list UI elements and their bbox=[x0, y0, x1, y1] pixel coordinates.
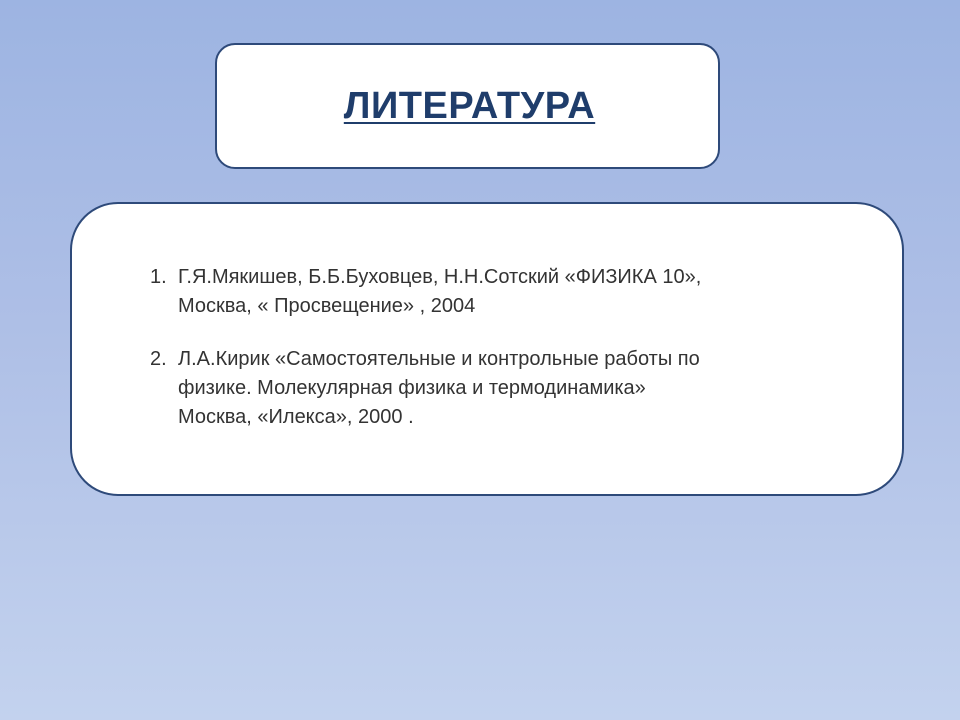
reference-line: Москва, « Просвещение» , 2004 bbox=[178, 295, 476, 317]
reference-line: физике. Молекулярная физика и термодинамика» bbox=[178, 377, 646, 399]
title-box bbox=[215, 43, 720, 169]
page-title: ЛИТЕРАТУРА bbox=[343, 84, 596, 127]
references-box bbox=[70, 202, 904, 496]
reference-line: Москва, «Илекса», 2000 . bbox=[178, 406, 414, 428]
reference-text bbox=[178, 263, 701, 321]
reference-item-2 bbox=[150, 345, 850, 432]
reference-number: 2. bbox=[150, 348, 167, 370]
reference-line: Г.Я.Мякишев, Б.Б.Буховцев, Н.Н.Сотский «ФИЗИКА 10», bbox=[178, 266, 702, 288]
reference-list bbox=[150, 263, 850, 456]
reference-line: Л.А.Кирик «Самостоятельные и контрольные работы по bbox=[178, 348, 700, 370]
reference-text bbox=[178, 345, 700, 432]
reference-number: 1. bbox=[150, 266, 167, 288]
reference-item-1 bbox=[150, 263, 850, 321]
